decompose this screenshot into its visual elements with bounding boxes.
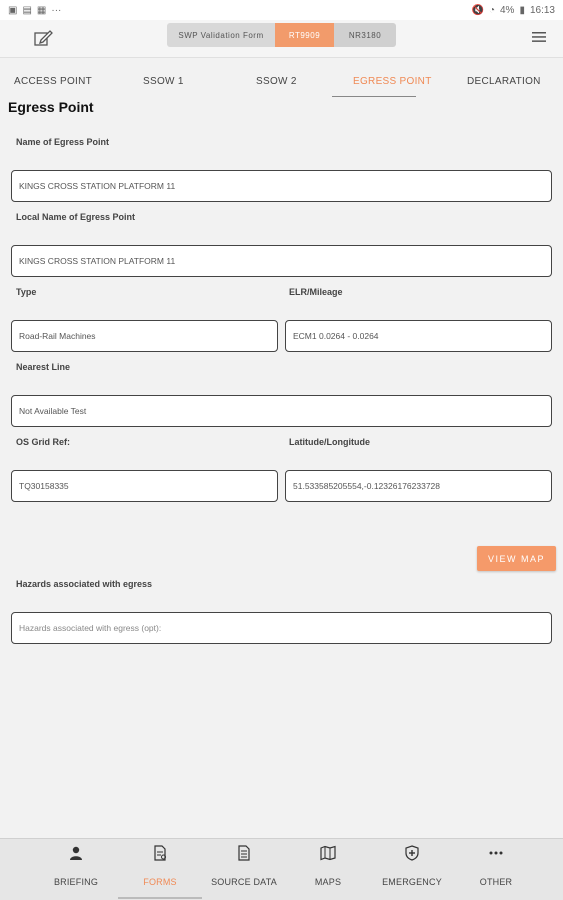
mute-icon: 🔇 [471,4,484,16]
menu-button[interactable] [531,29,547,45]
gallery-notification-icon: ▦ [36,4,47,16]
form-label-segment[interactable]: SWP Validation Form [167,23,275,47]
form-nr-segment[interactable]: NR3180 [334,23,396,47]
local-name-label: Local Name of Egress Point [16,212,136,222]
view-map-button[interactable]: VIEW MAP [477,546,556,571]
bottom-nav [0,838,563,900]
os-grid-field[interactable]: TQ30158335 [11,470,278,502]
nav-emergency[interactable] [370,839,454,900]
nav-source-data-label: SOURCE DATA [211,877,277,887]
hazards-field[interactable]: Hazards associated with egress (opt): [11,612,552,644]
shield-icon [404,845,420,861]
nav-source-data[interactable] [202,839,286,900]
form-tabs [0,72,563,98]
type-field[interactable]: Road-Rail Machines [11,320,278,352]
active-nav-indicator [118,897,202,899]
status-right [472,5,556,16]
nav-briefing[interactable] [34,839,118,900]
nearest-line-label: Nearest Line [16,362,71,372]
latlong-field[interactable]: 51.533585205554,-0.12326176233728 [285,470,552,502]
tab-declaration[interactable]: DECLARATION [467,76,541,87]
document-icon [236,845,252,861]
latlong-label: Latitude/Longitude [289,437,370,447]
hamburger-icon [531,29,547,45]
status-more: ··· [51,4,62,16]
nav-briefing-label: BRIEFING [53,877,99,887]
local-name-field[interactable]: KINGS CROSS STATION PLATFORM 11 [11,245,552,277]
nav-forms[interactable] [118,839,202,900]
forms-icon [152,845,168,861]
type-label: Type [16,287,37,297]
tab-ssow-1[interactable]: SSOW 1 [143,76,184,87]
edit-icon [33,28,53,48]
elr-mileage-field[interactable]: ECM1 0.0264 - 0.0264 [285,320,552,352]
more-icon [488,845,504,861]
app-header [0,20,563,58]
image-notification-icon: ▣ [8,4,18,16]
name-label: Name of Egress Point [16,137,110,147]
egress-name-field[interactable]: KINGS CROSS STATION PLATFORM 11 [11,170,552,202]
tab-access-point[interactable]: ACCESS POINT [14,76,93,87]
tab-egress-point[interactable]: EGRESS POINT [353,76,432,87]
edit-button[interactable] [33,28,53,48]
form-rt-segment[interactable]: RT9909 [275,23,334,47]
map-icon [320,845,336,861]
nav-forms-label: FORMS [143,877,177,887]
status-left [8,5,61,16]
nav-maps-label: MAPS [314,877,342,887]
os-grid-label: OS Grid Ref: [16,437,71,447]
battery-icon: ▮ [519,4,525,16]
clock: 16:13 [529,4,555,16]
nav-emergency-label: EMERGENCY [382,877,442,887]
hazards-label: Hazards associated with egress [16,579,153,589]
person-icon [68,845,84,861]
nav-other-label: OTHER [479,877,513,887]
form-selector [167,23,396,47]
nav-maps[interactable] [286,839,370,900]
photo-notification-icon: ▤ [22,4,32,16]
tab-ssow-2[interactable]: SSOW 2 [256,76,297,87]
status-bar [0,0,563,20]
active-tab-indicator [332,96,416,97]
wifi-icon: ◔ [488,4,495,16]
page-title: Egress Point [8,99,94,115]
battery-percent: 4% [500,4,515,16]
elr-label: ELR/Mileage [289,287,343,297]
nearest-line-field[interactable]: Not Available Test [11,395,552,427]
nav-other[interactable] [454,839,538,900]
